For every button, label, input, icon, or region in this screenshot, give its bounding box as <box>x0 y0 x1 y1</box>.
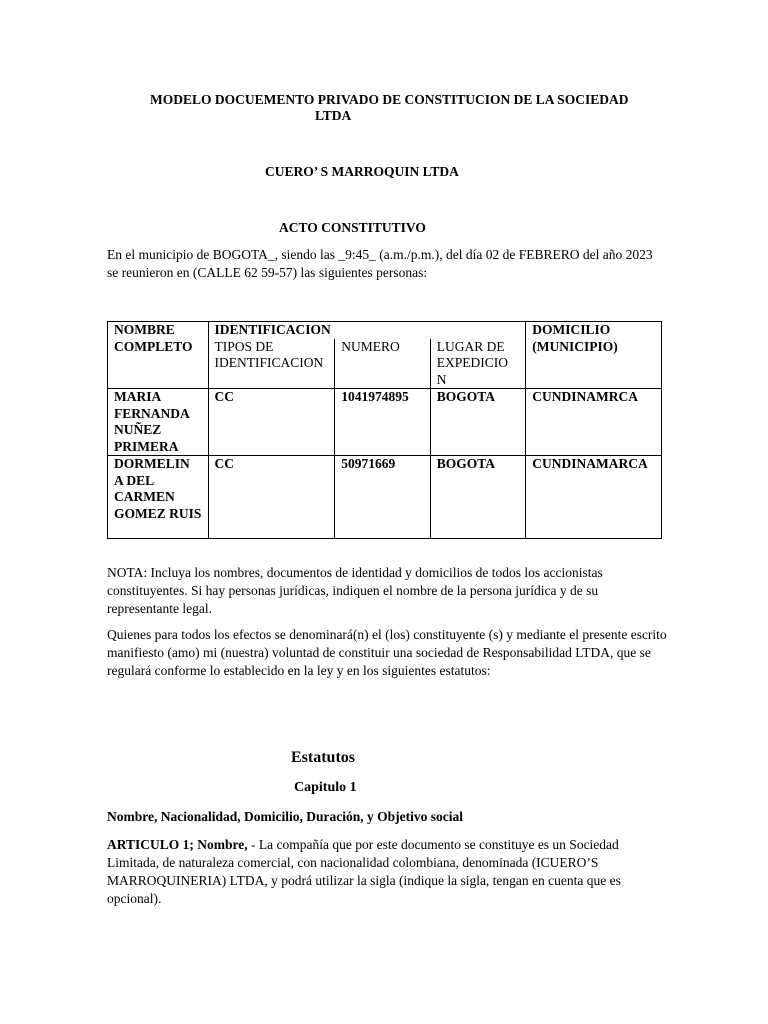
table-row <box>108 389 662 456</box>
intro-paragraph: En el municipio de BOGOTA_, siendo las _9:45_ (a.m./p.m.), del día 02 de FEBRERO del año 2023 se reunieron en (CALLE 62 59-57) las siguientes personas: <box>107 247 653 280</box>
estatutos-heading: Estatutos <box>291 749 356 766</box>
persons-table <box>107 321 662 539</box>
cell-tipo: CC <box>208 456 335 539</box>
cell-lugar: BOGOTA <box>430 456 526 539</box>
subheader-numero: NUMERO <box>335 339 431 389</box>
cell-nombre: MARIA FERNANDA NUÑEZ PRIMERA <box>108 389 209 456</box>
cell-lugar: BOGOTA <box>430 389 526 456</box>
subheader-lugar: LUGAR DE EXPEDICIO N <box>430 339 526 389</box>
articulo1-text: - La compañía que por este documento se constituye es un Sociedad Limitada, de naturaleza comercial, con nacionalidad colombiana, denominada (ICUERO’S MARROQUINERIA) LTDA, y podrá utilizar la sigla (indique la sigla, tengan en cuenta que es opcional). <box>107 837 621 906</box>
cell-tipo: CC <box>208 389 335 456</box>
document-title <box>150 92 650 124</box>
section-title: ACTO CONSTITUTIVO <box>279 220 426 235</box>
articulo1-label: ARTICULO 1; Nombre, <box>107 837 248 852</box>
cell-nombre: DORMELIN A DEL CARMEN GOMEZ RUIS <box>108 456 209 539</box>
subheader-tipos: TIPOS DE IDENTIFICACION <box>208 339 335 389</box>
cell-domicilio: CUNDINAMARCA <box>526 456 662 539</box>
cell-domicilio: CUNDINAMRCA <box>526 389 662 456</box>
document-title-line1: MODELO DOCUEMENTO PRIVADO DE CONSTITUCION DE LA SOCIEDAD <box>150 92 629 107</box>
header-nombre: NOMBRE COMPLETO <box>108 322 209 389</box>
cell-numero: 50971669 <box>335 456 431 539</box>
cell-numero: 1041974895 <box>335 389 431 456</box>
quienes-paragraph: Quienes para todos los efectos se denominará(n) el (los) constituyente (s) y mediante el presente escrito manifiesto (amo) mi (nuestra) voluntad de constituir una sociedad de Responsabilidad LTDA, que se regulará conforme lo establecido en la ley y en los siguientes estatutos: <box>107 627 667 678</box>
document-title-line2: LTDA <box>315 108 352 123</box>
header-identificacion: IDENTIFICACION <box>208 322 526 339</box>
nota-paragraph: NOTA: Incluya los nombres, documentos de identidad y domicilios de todos los accionistas constituyentes. Si hay personas jurídicas, indiquen el nombre de la persona jurídica y de su representante legal. <box>107 565 603 616</box>
articulo1-paragraph <box>107 836 667 908</box>
capitulo-subheading: Nombre, Nacionalidad, Domicilio, Duración, y Objetivo social <box>107 809 463 824</box>
table-row <box>108 456 662 539</box>
header-domicilio: DOMICILIO (MUNICIPIO) <box>526 322 662 389</box>
company-name: CUERO’ S MARROQUIN LTDA <box>265 164 459 179</box>
capitulo-heading: Capitulo 1 <box>294 780 357 795</box>
table-header-row <box>108 322 662 339</box>
